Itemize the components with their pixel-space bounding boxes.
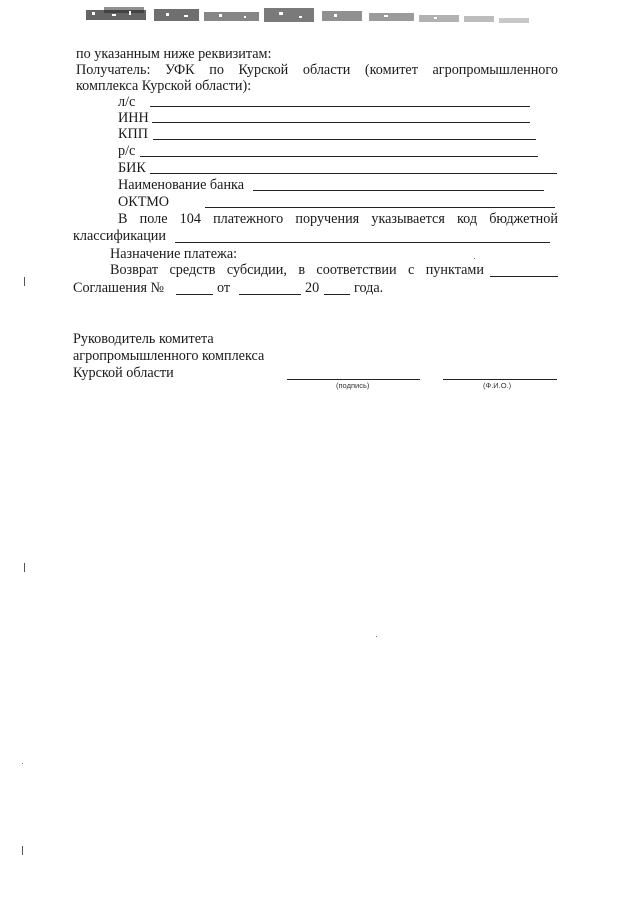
scan-speck (474, 258, 475, 259)
agreement-label: Соглашения № (73, 280, 165, 296)
signatory-title-2: агропромышленного комплекса (73, 348, 265, 364)
word: УФК (164, 62, 195, 78)
signature-blank (287, 379, 420, 380)
word: области (302, 62, 351, 78)
signature-caption: (подпись) (336, 381, 370, 390)
word: код (457, 211, 478, 227)
word: средств (169, 262, 216, 278)
purpose-label: Назначение платежа: (110, 246, 238, 262)
scan-speck (22, 763, 23, 764)
word: В (118, 211, 128, 227)
agreement-year-prefix: 20 (305, 280, 320, 296)
word: 104 (179, 211, 201, 227)
field104-blank (175, 242, 550, 243)
scan-speck (376, 636, 377, 637)
signatory-title-3: Курской области (73, 365, 174, 381)
word: пунктами (425, 262, 484, 278)
binding-mark (24, 563, 25, 572)
name-blank (443, 379, 557, 380)
recipient-line-2: комплекса Курской области): (76, 78, 252, 94)
binding-mark (24, 277, 25, 286)
name-caption: (Ф.И.О.) (483, 381, 512, 390)
field-oktmo-blank (205, 207, 555, 208)
signatory-title-1: Руководитель комитета (73, 331, 214, 347)
word: Возврат (110, 262, 159, 278)
word: по (209, 62, 224, 78)
field-bank-label: Наименование банка (118, 177, 245, 193)
word: в (298, 262, 306, 278)
blurred-header-stamp (84, 4, 536, 30)
field-kpp-blank (153, 139, 536, 140)
word: Получатель: (76, 62, 151, 78)
field-inn-label: ИНН (118, 110, 149, 126)
agreement-date-blank (239, 294, 301, 295)
word: (комитет (364, 62, 418, 78)
word: агропромышленного (432, 62, 558, 78)
field-kpp-label: КПП (118, 126, 148, 142)
word: с (408, 262, 415, 278)
field-oktmo-label: ОКТМО (118, 194, 170, 210)
field-ls-blank (150, 106, 530, 107)
word: поле (139, 211, 168, 227)
word: бюджетной (489, 211, 558, 227)
field-bik-blank (150, 173, 557, 174)
field-inn-blank (152, 122, 530, 123)
binding-mark (22, 846, 23, 855)
recipient-line-1 (76, 62, 558, 79)
agreement-year-blank (324, 294, 350, 295)
word: платежного (213, 211, 284, 227)
word: субсидии, (226, 262, 287, 278)
refund-line-1 (110, 262, 484, 279)
intro-text: по указанным ниже реквизитам: (76, 46, 272, 62)
field-ls-label: л/с (118, 94, 136, 110)
field-rs-blank (140, 156, 538, 157)
field104-line-1 (118, 211, 558, 228)
agreement-from: от (217, 280, 231, 296)
word: поручения (295, 211, 360, 227)
refund-points-blank (490, 276, 558, 277)
agreement-number-blank (176, 294, 213, 295)
agreement-year-suffix: года. (354, 280, 384, 296)
word: указывается (371, 211, 445, 227)
field104-label: классификации (73, 228, 166, 244)
field-rs-label: р/с (118, 143, 136, 159)
word: соответствии (316, 262, 397, 278)
word: Курской (238, 62, 289, 78)
field-bik-label: БИК (118, 160, 146, 176)
field-bank-blank (253, 190, 544, 191)
